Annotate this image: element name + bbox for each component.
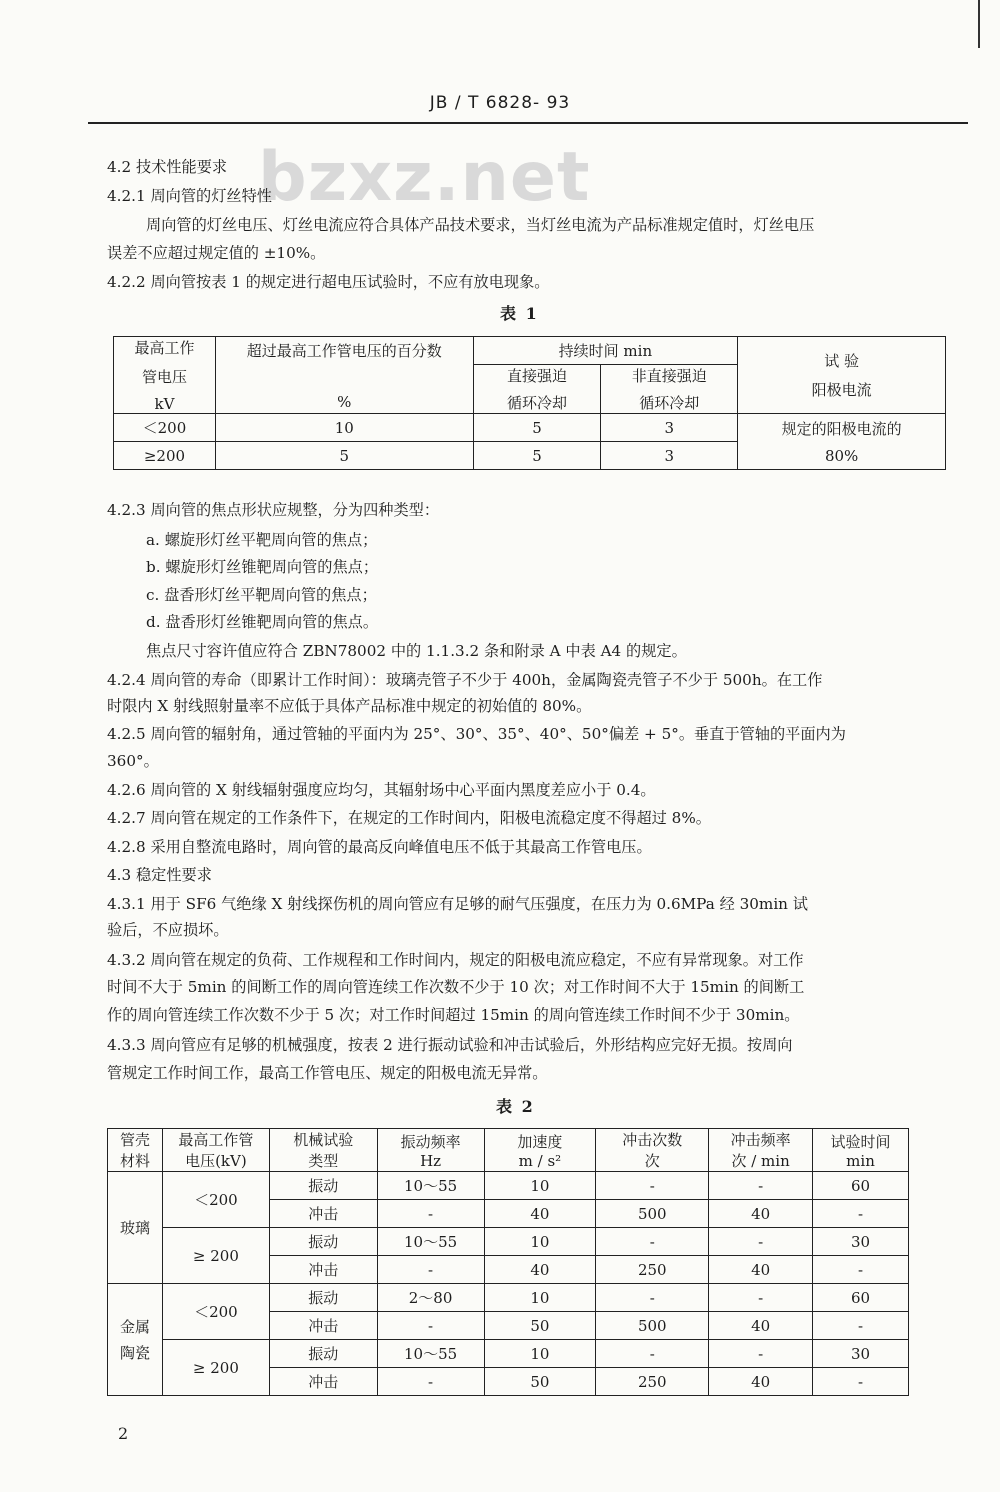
list-item: a. 螺旋形灯丝平靶周向管的焦点； — [146, 531, 378, 549]
table-cell: - — [813, 1256, 909, 1284]
paragraph-line: 360°。 — [107, 752, 159, 770]
header-cell: 最高工作管 电压(kV) — [162, 1129, 269, 1172]
scan-edge-line — [978, 0, 980, 48]
header-cell: 冲击频率 次 / min — [709, 1129, 813, 1172]
table-cell: - — [813, 1312, 909, 1340]
table-cell: 500 — [596, 1312, 709, 1340]
table-1 — [113, 336, 946, 470]
header-cell: 持续时间 min — [473, 337, 738, 365]
table-cell: 10 — [484, 1228, 596, 1256]
table-cell: 规定的阳极电流的 80% — [738, 414, 946, 470]
table-cell: 40 — [709, 1200, 813, 1228]
voltage-cell: ≥ 200 — [162, 1228, 269, 1284]
table-cell: 30 — [813, 1228, 909, 1256]
table-cell: 30 — [813, 1340, 909, 1368]
table-cell: 40 — [709, 1256, 813, 1284]
table-cell: 5 — [473, 442, 601, 470]
table-cell: - — [709, 1228, 813, 1256]
header-cell: 最高工作 管电压 kV — [114, 337, 216, 414]
paragraph-line: 验后，不应损坏。 — [107, 921, 229, 939]
header-cell: 直接强迫 循环冷却 — [473, 365, 601, 414]
header-cell: 超过最高工作管电压的百分数 % — [215, 337, 473, 414]
table-cell: 60 — [813, 1284, 909, 1312]
paragraph-line: 管规定工作时间工作，最高工作管电压、规定的阳极电流无异常。 — [107, 1064, 548, 1082]
table-cell: 50 — [484, 1368, 596, 1396]
header-cell: 非直接强迫 循环冷却 — [601, 365, 738, 414]
material-cell: 玻璃 — [108, 1172, 163, 1284]
table-cell: 500 — [596, 1200, 709, 1228]
header-cell: 加速度 m / s² — [484, 1129, 596, 1172]
header-cell: 振动频率 Hz — [377, 1129, 484, 1172]
table-cell: 10 — [215, 414, 473, 442]
list-item: b. 螺旋形灯丝锥靶周向管的焦点； — [146, 558, 379, 576]
paragraph-line: 时间不大于 5min 的间断工作的周向管连续工作次数不少于 10 次；对工作时间不大于 15min 的间断工 — [107, 978, 805, 996]
watermark: bzxz.net — [258, 138, 591, 217]
paragraph-line: 4.2.5 周向管的辐射角，通过管轴的平面内为 25°、30°、35°、40°、50°偏差 + 5°。垂直于管轴的平面内为 — [107, 725, 846, 743]
table-2 — [107, 1128, 909, 1396]
list-item: c. 盘香形灯丝平靶周向管的焦点； — [146, 586, 377, 604]
subsection-heading: 4.2.1 周向管的灯丝特性 — [107, 187, 272, 205]
header-cell: 冲击次数 次 — [596, 1129, 709, 1172]
table-cell: 2～80 — [377, 1284, 484, 1312]
table-cell: 40 — [484, 1200, 596, 1228]
table-cell: - — [377, 1368, 484, 1396]
table-cell: 振动 — [269, 1340, 377, 1368]
paragraph-line: 4.2.7 周向管在规定的工作条件下，在规定的工作时间内，阳极电流稳定度不得超过 8%。 — [107, 809, 711, 827]
table-cell: - — [709, 1172, 813, 1200]
section-heading: 4.3 稳定性要求 — [107, 866, 212, 884]
table-cell: - — [377, 1200, 484, 1228]
table-cell: 10 — [484, 1172, 596, 1200]
table-cell: - — [377, 1256, 484, 1284]
table-cell: 振动 — [269, 1172, 377, 1200]
table-cell: - — [596, 1228, 709, 1256]
paragraph-line: 4.3.3 周向管应有足够的机械强度，按表 2 进行振动试验和冲击试验后，外形结构应完好无损。按周向 — [107, 1036, 793, 1054]
paragraph-line: 时限内 X 射线照射量率不应低于具体产品标准中规定的初始值的 80%。 — [107, 697, 592, 715]
paragraph-line: 4.3.1 用于 SF6 气绝缘 X 射线探伤机的周向管应有足够的耐气压强度，在压力为 0.6MPa 经 30min 试 — [107, 895, 808, 913]
table-cell: - — [596, 1172, 709, 1200]
section-heading: 4.2 技术性能要求 — [107, 158, 228, 176]
paragraph-line: 焦点尺寸容许值应符合 ZBN78002 中的 1.1.3.2 条和附录 A 中表 A4 的规定。 — [146, 642, 687, 660]
table-cell: - — [596, 1340, 709, 1368]
paragraph-line: 作的周向管连续工作次数不少于 5 次；对工作时间超过 15min 的周向管连续工作时间不少于 30min。 — [107, 1006, 800, 1024]
header-cell: 机械试验 类型 — [269, 1129, 377, 1172]
table-cell: 5 — [473, 414, 601, 442]
header-cell: 试 验 阳极电流 — [738, 337, 946, 414]
header-cell: 试验时间 min — [813, 1129, 909, 1172]
table-cell: 振动 — [269, 1228, 377, 1256]
paragraph-line: 周向管的灯丝电压、灯丝电流应符合具体产品技术要求，当灯丝电流为产品标准规定值时，灯丝电压 — [146, 216, 815, 234]
header-cell: 管壳 材料 — [108, 1129, 163, 1172]
table-cell: 40 — [709, 1312, 813, 1340]
table-cell: - — [709, 1340, 813, 1368]
table-cell: ＜200 — [114, 414, 216, 442]
table-cell: 10～55 — [377, 1172, 484, 1200]
paragraph-line: 4.2.4 周向管的寿命（即累计工作时间）：玻璃壳管子不少于 400h，金属陶瓷壳管子不少于 500h。在工作 — [107, 671, 823, 689]
table-cell: 振动 — [269, 1284, 377, 1312]
table-cell: 250 — [596, 1256, 709, 1284]
table-cell: 10 — [484, 1284, 596, 1312]
table-cell: ≥200 — [114, 442, 216, 470]
table-cell: 250 — [596, 1368, 709, 1396]
table-cell: 冲击 — [269, 1200, 377, 1228]
table-cell: 冲击 — [269, 1256, 377, 1284]
table-cell: 10～55 — [377, 1340, 484, 1368]
table-cell: 冲击 — [269, 1312, 377, 1340]
table-cell: - — [709, 1284, 813, 1312]
table-cell: - — [813, 1368, 909, 1396]
table2-caption: 表 2 — [496, 1097, 535, 1116]
table-cell: 冲击 — [269, 1368, 377, 1396]
table-cell: 50 — [484, 1312, 596, 1340]
table-cell: 5 — [215, 442, 473, 470]
list-item: d. 盘香形灯丝锥靶周向管的焦点。 — [146, 613, 379, 631]
page-number: 2 — [118, 1424, 129, 1443]
paragraph-line: 4.2.6 周向管的 X 射线辐射强度应均匀，其辐射场中心平面内黑度差应小于 0.4。 — [107, 781, 656, 799]
table-cell: 10～55 — [377, 1228, 484, 1256]
paragraph-line: 4.2.2 周向管按表 1 的规定进行超电压试验时，不应有放电现象。 — [107, 273, 550, 291]
header-rule — [88, 122, 968, 124]
voltage-cell: ＜200 — [162, 1284, 269, 1340]
paragraph-line: 4.2.8 采用自整流电路时，周向管的最高反向峰值电压不低于其最高工作管电压。 — [107, 838, 652, 856]
table-cell: 3 — [601, 414, 738, 442]
voltage-cell: ≥ 200 — [162, 1340, 269, 1396]
table-cell: - — [377, 1312, 484, 1340]
material-cell: 金属陶瓷 — [108, 1284, 163, 1396]
table1-caption: 表 1 — [500, 304, 539, 323]
table-cell: - — [596, 1284, 709, 1312]
paragraph-line: 4.3.2 周向管在规定的负荷、工作规程和工作时间内，规定的阳极电流应稳定，不应有异常现象。对工作 — [107, 951, 804, 969]
table-cell: 10 — [484, 1340, 596, 1368]
table-cell: 60 — [813, 1172, 909, 1200]
paragraph-line: 误差不应超过规定值的 ±10%。 — [107, 244, 326, 262]
voltage-cell: ＜200 — [162, 1172, 269, 1228]
table-cell: 40 — [484, 1256, 596, 1284]
table-cell: 3 — [601, 442, 738, 470]
table-cell: - — [813, 1200, 909, 1228]
table-cell: 40 — [709, 1368, 813, 1396]
paragraph-line: 4.2.3 周向管的焦点形状应规整，分为四种类型： — [107, 501, 440, 519]
doc-header: JB / T 6828- 93 — [429, 93, 571, 113]
